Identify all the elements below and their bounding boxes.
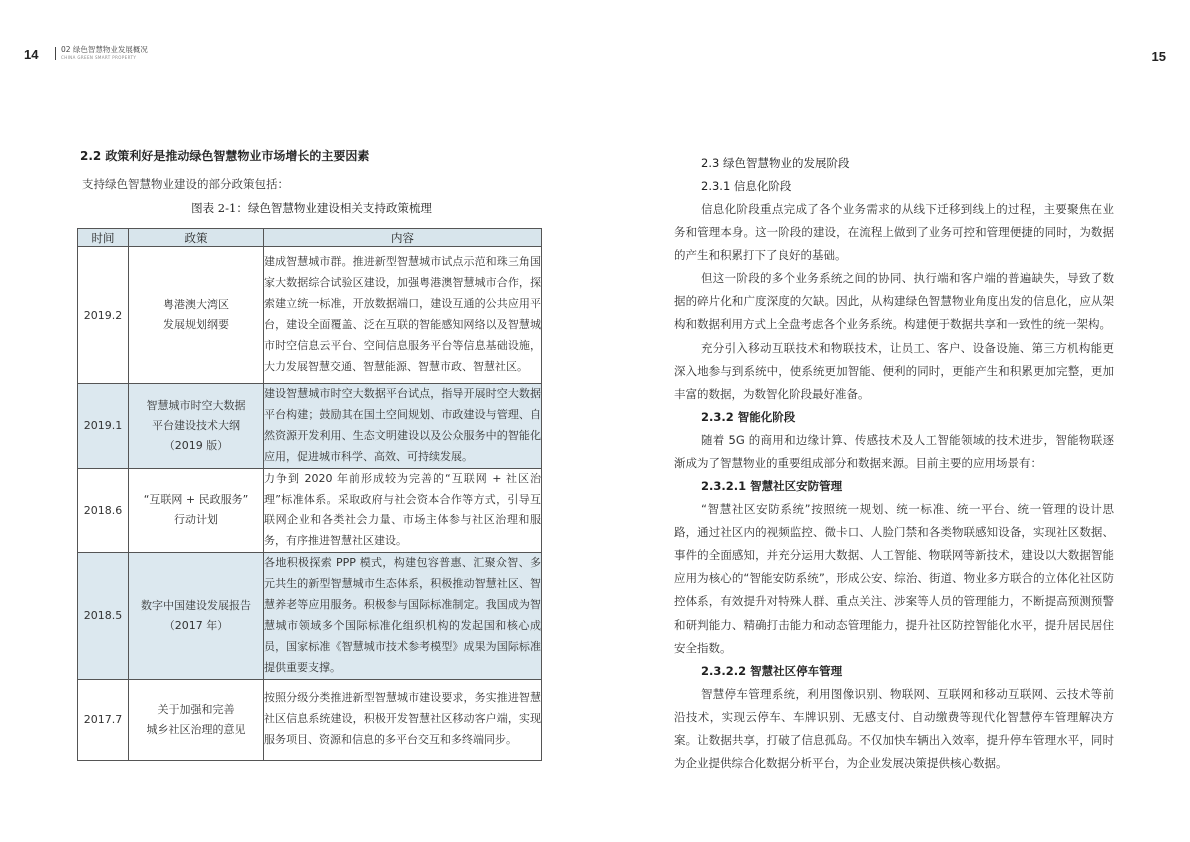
header-divider — [55, 47, 56, 60]
row-time: 2018.5 — [78, 553, 129, 679]
table-row — [78, 468, 542, 553]
paragraph: 智慧停车管理系统，利用图像识别、物联网、互联网和移动互联网、云技术等前沿技术，实现云停车、车牌识别、无感支付、自动缴费等现代化智慧停车管理解决方案。让数据共享，打破了信息孤岛。不仅加快车辆出入效率，提升停车管理水平，同时为企业提供综合化数据分析平台，为企业发展决策提供核心数据。 — [674, 686, 1114, 770]
table-row — [78, 553, 542, 679]
left-column — [80, 146, 543, 218]
policy-line: 城乡社区治理的意见 — [146, 722, 246, 736]
row-content: 各地积极探索 PPP 模式，构建包容普惠、汇聚众智、多元共生的新型智慧城市生态体系，积极推动智慧社区、智慧养老等应用服务。积极参与国际标准制定。我国成为智慧城市领域多个国际标准化组织机构的发起国和核心成员，国家标准《智慧城市技术参考模型》成果为国际标准提供重要支撑。 — [264, 553, 542, 679]
section-title-2-2: 2.2 政策利好是推动绿色智慧物业市场增长的主要因素 — [80, 149, 370, 163]
policy-table — [77, 228, 542, 761]
row-content: 按照分级分类推进新型智慧城市建设要求，务实推进智慧社区信息系统建设，积极开发智慧社区移动客户端，实现服务项目、资源和信息的多平台交互和多终端同步。 — [264, 679, 542, 760]
paragraph: “智慧社区安防系统”按照统一规划、统一标准、统一平台、统一管理的设计思路，通过社区内的视频监控、微卡口、人脸门禁和各类物联感知设备，实现社区数据、事件的全面感知，并充分运用大数据、人工智能、物联网等新技术，建设以大数据智能应用为核心的“智能安防系统”，形成公安、综治、街道、物业多方联合的立体化社区防控体系，有效提升对特殊人群、重点关注、涉案等人员的管理能力，不断提高预测预警和研判能力、精确打击能力和动态管理能力，提升社区防控智能化水平，提升居民居住安全指数。 — [674, 502, 1114, 655]
paragraph: 充分引入移动互联技术和物联技术，让员工、客户、设备设施、第三方机构能更深入地参与到系统中，使系统更加智能、便利的同时，更能产生和积累更加完整，更加丰富的数据，为数智化阶段最好准备。 — [674, 340, 1114, 401]
paragraph: 但这一阶段的多个业务系统之间的协同、执行端和客户端的普遍缺失，导致了数据的碎片化和广度深度的欠缺。因此，从构建绿色智慧物业角度出发的信息化，应从架构和数据利用方式上全盘考虑各个业务系统。构建便于数据共享和一致性的统一架构。 — [674, 271, 1114, 332]
policy-line: 关于加强和完善 — [157, 702, 235, 716]
row-time: 2019.2 — [78, 247, 129, 384]
policy-line: “互联网 + 民政服务” — [143, 493, 249, 507]
right-page-number: 15 — [1151, 49, 1166, 64]
row-content: 建设智慧城市时空大数据平台试点，指导开展时空大数据平台构建；鼓励其在国土空间规划、市政建设与管理、自然资源开发利用、生态文明建设以及公众服务中的智能化应用，促进城市科学、高效、可持续发展。 — [264, 384, 542, 469]
row-policy — [129, 679, 264, 760]
row-content: 力争到 2020 年前形成较为完善的“互联网 + 社区治理”标准体系。采取政府与社会资本合作等方式，引导互联网企业和各类社会力量、市场主体参与社区治理和服务，有序推进智慧社区建设。 — [264, 468, 542, 553]
header-time: 时间 — [78, 229, 129, 247]
header-policy: 政策 — [129, 229, 264, 247]
paragraph: 随着 5G 的商用和边缘计算、传感技术及人工智能领域的技术进步，智能物联逐渐成为了智慧物业的重要组成部分和数据来源。目前主要的应用场景有： — [674, 432, 1114, 470]
subsection-title-2-3-2: 2.3.2 智能化阶段 — [701, 409, 796, 424]
left-page-number: 14 — [24, 47, 39, 62]
policy-line: 平台建设技术大纲 — [152, 418, 240, 432]
subsection-title-2-3-2-2: 2.3.2.2 智慧社区停车管理 — [701, 663, 843, 678]
table-row — [78, 679, 542, 760]
table-row — [78, 384, 542, 469]
table-caption: 图表 2-1：绿色智慧物业建设相关支持政策梳理 — [191, 201, 432, 215]
row-policy — [129, 468, 264, 553]
row-policy — [129, 247, 264, 384]
policy-line: 智慧城市时空大数据 — [146, 398, 246, 412]
policy-line: 发展规划纲要 — [163, 318, 229, 331]
right-column — [674, 152, 1114, 775]
policy-line: （2019 版） — [163, 438, 229, 452]
chapter-subtitle: CHINA GREEN SMART PROPERTY — [61, 55, 137, 60]
policy-intro-text: 支持绿色智慧物业建设的部分政策包括： — [82, 177, 289, 191]
row-time: 2018.6 — [78, 468, 129, 553]
policy-line: （2017 年） — [163, 618, 229, 632]
policy-line: 粤港澳大湾区 — [163, 298, 229, 311]
header-content: 内容 — [264, 229, 542, 247]
section-title-2-3: 2.3 绿色智慧物业的发展阶段 — [701, 156, 850, 170]
subsection-title-2-3-1: 2.3.1 信息化阶段 — [701, 179, 792, 193]
table-header-row — [78, 229, 542, 247]
paragraph: 信息化阶段重点完成了各个业务需求的从线下迁移到线上的过程，主要聚焦在业务和管理本身。这一阶段的建设，在流程上做到了业务可控和管理便捷的同时，为数据的产生和积累打下了良好的基础。 — [674, 202, 1114, 263]
row-content: 建成智慧城市群。推进新型智慧城市试点示范和珠三角国家大数据综合试验区建设，加强粤港澳智慧城市合作，探索建立统一标准，开放数据端口，建设互通的公共应用平台，建设全面覆盖、泛在互联的智能感知网络以及智慧城市时空信息云平台、空间信息服务平台等信息基础设施，大力发展智慧交通、智慧能源、智慧市政、智慧社区。 — [264, 247, 542, 384]
policy-line: 数字中国建设发展报告 — [141, 598, 251, 612]
subsection-title-2-3-2-1: 2.3.2.1 智慧社区安防管理 — [701, 479, 843, 494]
row-policy — [129, 553, 264, 679]
table-row — [78, 247, 542, 384]
row-time: 2017.7 — [78, 679, 129, 760]
chapter-title: 02 绿色智慧物业发展概况 — [61, 45, 148, 54]
row-time: 2019.1 — [78, 384, 129, 469]
row-policy — [129, 384, 264, 469]
policy-line: 行动计划 — [174, 513, 218, 527]
